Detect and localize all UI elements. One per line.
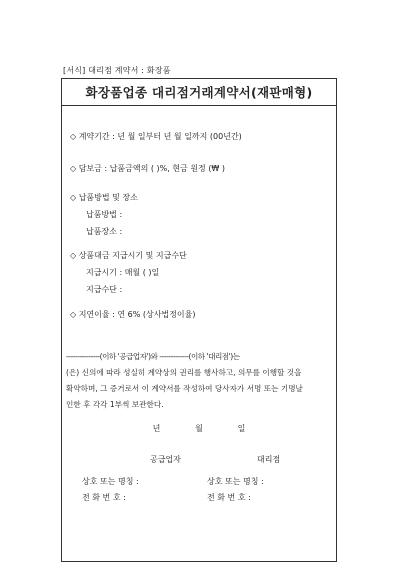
date-month: 월 xyxy=(195,424,203,433)
supplier-phone-field: 전 화 번 호 : xyxy=(82,493,126,502)
date-year: 년 xyxy=(152,424,161,433)
date-line xyxy=(62,423,336,434)
dealer-label: 대리점 xyxy=(257,455,281,464)
dealer-phone-field: 전 화 번 호 : xyxy=(207,493,251,502)
payment-means: 지급수단 : xyxy=(86,285,123,294)
paragraph-line-4: 인한 후 각각 1부씩 보관한다. xyxy=(66,400,164,409)
delivery-method: 납품방법 : xyxy=(86,210,123,219)
contract-term: ◇ 계약기간 : 년 월 일부터 년 월 일까지 (00년간) xyxy=(70,132,242,141)
document-title: 화장품업종 대리점거래계약서(재판매형) xyxy=(85,85,313,100)
date-day: 일 xyxy=(237,424,246,433)
paragraph-line-1: ---------------(이하 '공급업자')와 -------------(이하 '대리점')는 xyxy=(66,352,240,361)
payment-heading: ◇ 상품대금 지급시기 및 지급수단 xyxy=(70,251,187,260)
paragraph-line-3: 확약하며, 그 증거로서 이 계약서를 작성하여 당사자가 서명 또는 기명날 xyxy=(66,384,303,393)
supplier-name-field: 상호 또는 명칭 : xyxy=(82,477,139,486)
delay-interest: ◇ 지연이율 : 연 6% (상사법정이율) xyxy=(70,310,196,319)
payment-time: 지급시기 : 매월 ( )일 xyxy=(86,268,160,277)
delivery-place: 납품장소 : xyxy=(86,227,123,236)
deposit-line: ◇ 담보금 : 납품금액의 ( )%, 현금 원정 (₩ ) xyxy=(70,164,226,173)
supplier-label: 공급업자 xyxy=(150,455,181,464)
form-header-note: [서식] 대리점 계약서 : 화장품 xyxy=(63,66,171,75)
paragraph-line-2: (은) 신의에 따라 성실히 계약상의 권리를 행사하고, 의무를 이행할 것을 xyxy=(66,368,302,377)
title-row xyxy=(62,79,336,106)
delivery-heading: ◇ 납품방법 및 장소 xyxy=(70,193,138,202)
contract-box xyxy=(61,78,337,562)
agreement-paragraph xyxy=(66,349,334,413)
dealer-name-field: 상호 또는 명칭 : xyxy=(207,477,264,486)
